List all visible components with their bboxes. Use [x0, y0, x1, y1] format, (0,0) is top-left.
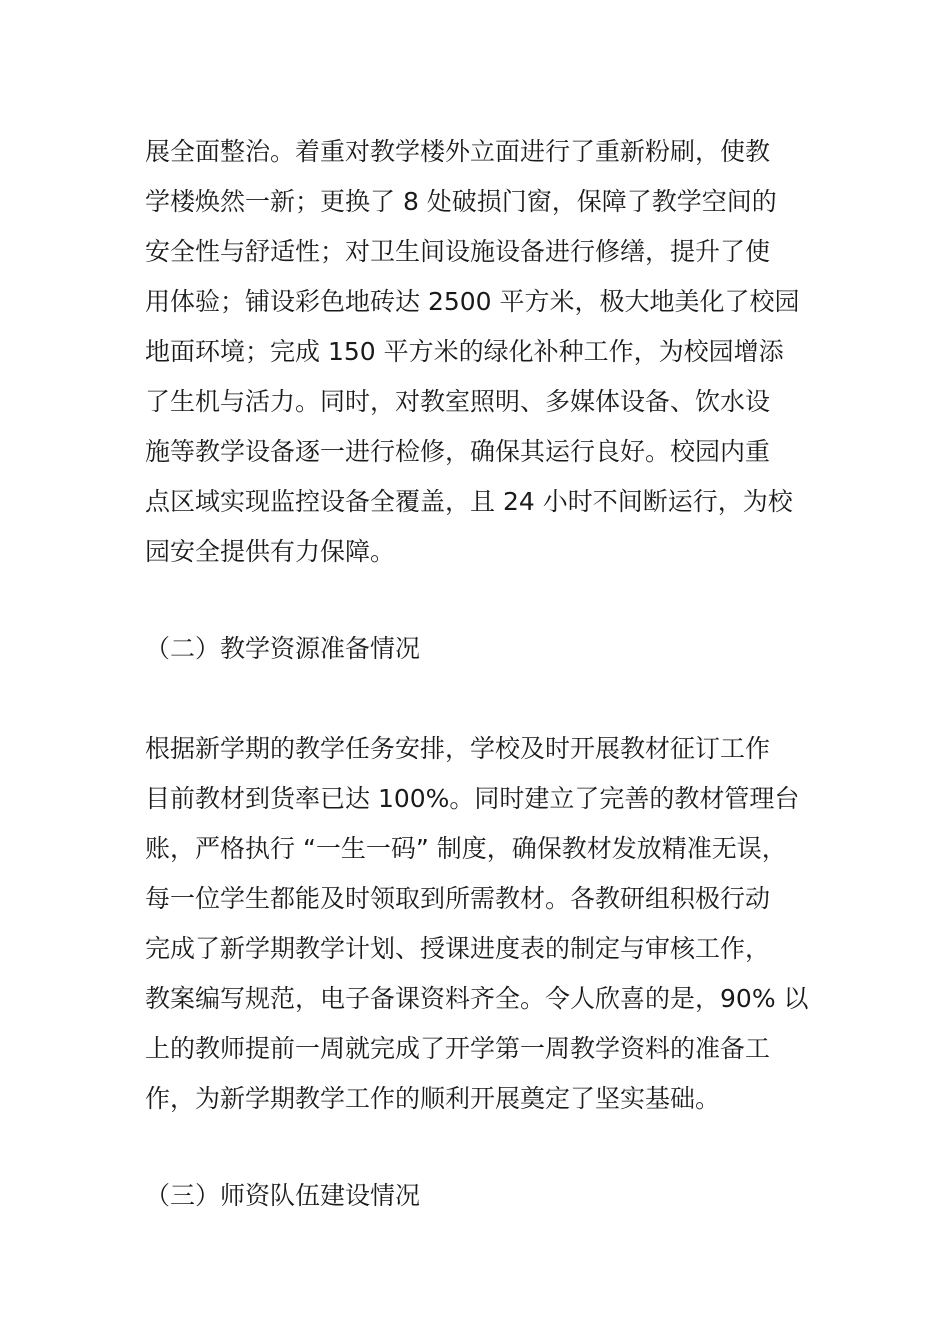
- text-line: 上的教师提前一周就完成了开学第一周教学资料的准备工: [145, 1034, 771, 1063]
- text-line: 园安全提供有力保障。: [145, 537, 396, 566]
- text-line: 了生机与活力。同时，对教室照明、多媒体设备、饮水设: [145, 387, 771, 416]
- text-line: 点区域实现监控设备全覆盖，且 24 小时不间断运行，为校: [145, 487, 793, 516]
- section-heading: （三）师资队伍建设情况: [145, 1181, 421, 1210]
- section-heading: （二）教学资源准备情况: [145, 634, 421, 663]
- section-heading-teaching-resources: [145, 624, 845, 674]
- section-heading-teaching-staff: [145, 1171, 845, 1221]
- text-line: 安全性与舒适性；对卫生间设施设备进行修缮，提升了使: [145, 237, 771, 266]
- text-line: 账，严格执行 “一生一码” 制度，确保教材发放精准无误，: [145, 834, 787, 863]
- text-line: 展全面整治。着重对教学楼外立面进行了重新粉刷，使教: [145, 137, 771, 166]
- text-line: 学楼焕然一新；更换了 8 处破损门窗，保障了教学空间的: [145, 187, 777, 216]
- text-line: 用体验；铺设彩色地砖达 2500 平方米，极大地美化了校园: [145, 287, 800, 316]
- text-line: 作，为新学期教学工作的顺利开展奠定了坚实基础。: [145, 1084, 721, 1113]
- text-line: 目前教材到货率已达 100%。同时建立了完善的教材管理台: [145, 784, 800, 813]
- paragraph-teaching-resources: [145, 724, 845, 1124]
- text-line: 每一位学生都能及时领取到所需教材。各教研组积极行动: [145, 884, 771, 913]
- text-line: 地面环境；完成 150 平方米的绿化补种工作，为校园增添: [145, 337, 784, 366]
- paragraph-campus-renovation: [145, 127, 845, 577]
- text-line: 教案编写规范，电子备课资料齐全。令人欣喜的是，90% 以: [145, 984, 809, 1013]
- text-line: 施等教学设备逐一进行检修，确保其运行良好。校园内重: [145, 437, 771, 466]
- text-line: 根据新学期的教学任务安排，学校及时开展教材征订工作: [145, 734, 771, 763]
- text-line: 完成了新学期教学计划、授课进度表的制定与审核工作，: [145, 934, 771, 963]
